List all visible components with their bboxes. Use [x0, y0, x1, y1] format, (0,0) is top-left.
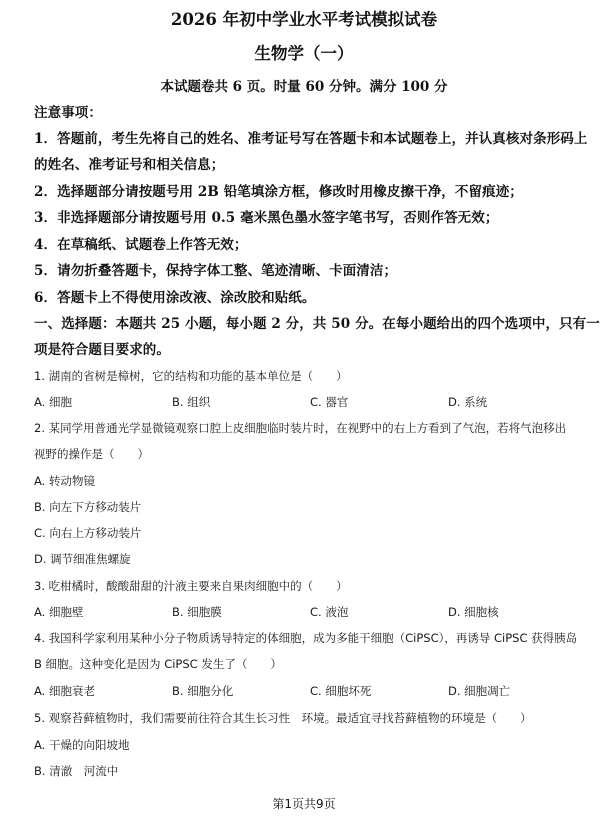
question-2-stem-cont: 视野的操作是（ ） [34, 447, 149, 461]
q2-option-a: A. 转动物镜 [34, 474, 95, 488]
question-1-stem: 1. 湖南的省树是樟树，它的结构和功能的基本单位是（ ） [34, 369, 348, 383]
q1-option-a: A. 细胞 [34, 395, 72, 409]
question-3-stem: 3. 吃柑橘时，酸酸甜甜的汁液主要来自果肉细胞中的（ ） [34, 579, 348, 593]
subject-title: 生物学（一） [254, 44, 354, 63]
q5-option-a: A. 干燥的向阳坡地 [34, 738, 130, 752]
question-5-stem: 5. 观察苔藓植物时，我们需要前往符合其生长习性 环境。最适宜寻找苔藓植物的环境是（ ） [34, 711, 532, 725]
q4-option-b: B. 细胞分化 [172, 684, 234, 698]
q2-option-c: C. 向右上方移动装片 [34, 526, 142, 540]
q4-option-a: A. 细胞衰老 [34, 684, 95, 698]
q5-option-b: B. 清澈 河流中 [34, 764, 119, 778]
note-item: 2．选择题部分请按题号用 2B 铅笔填涂方框，修改时用橡皮擦干净，不留痕迹； [34, 184, 523, 200]
note-item: 3．非选择题部分请按题号用 0.5 毫米黑色墨水签字笔书写，否则作答无效； [34, 210, 499, 226]
page-number: 第1页共9页 [272, 797, 336, 811]
q1-option-d: D. 系统 [448, 395, 488, 409]
q1-option-b: B. 组织 [172, 395, 211, 409]
q3-option-d: D. 细胞核 [448, 605, 499, 619]
note-item: 6．答题卡上不得使用涂改液、涂改胶和贴纸。 [34, 290, 316, 306]
note-item: 的姓名、准考证号和相关信息； [34, 157, 225, 173]
q1-option-c: C. 器官 [310, 395, 349, 409]
note-item: 1．答题前，考生先将自己的姓名、准考证号写在答题卡和本试题卷上，并认真核对条形码上 [34, 131, 588, 147]
question-2-stem: 2. 某同学用普通光学显微镜观察口腔上皮细胞临时装片时，在视野中的右上方看到了气泡，若将气泡移出 [34, 421, 567, 435]
q4-option-c: C. 细胞坏死 [310, 684, 372, 698]
q2-option-d: D. 调节细准焦螺旋 [34, 552, 131, 566]
q2-option-b: B. 向左下方移动装片 [34, 500, 142, 514]
note-item: 5．请勿折叠答题卡，保持字体工整、笔迹清晰、卡面清洁； [34, 263, 398, 279]
q3-option-c: C. 液泡 [310, 605, 349, 619]
exam-title: 2026 年初中学业水平考试模拟试卷 [170, 10, 438, 29]
q3-option-a: A. 细胞壁 [34, 605, 84, 619]
question-4-stem-cont: B 细胞。这种变化是因为 CiPSC 发生了（ ） [34, 657, 282, 671]
notes-heading: 注意事项： [34, 105, 102, 121]
note-item: 4．在草稿纸、试题卷上作答无效； [34, 237, 248, 253]
question-4-stem: 4. 我国科学家利用某种小分子物质诱导特定的体细胞，成为多能干细胞（CiPSC），再诱导 CiPSC 获得胰岛 [34, 631, 578, 645]
q4-option-d: D. 细胞凋亡 [448, 684, 511, 698]
exam-info: 本试题卷共 6 页。时量 60 分钟。满分 100 分 [160, 79, 448, 95]
section-heading: 一、选择题：本题共 25 小题，每小题 2 分，共 50 分。在每小题给出的四个选项中，只有一 [34, 316, 600, 332]
q3-option-b: B. 细胞膜 [172, 605, 222, 619]
section-heading-cont: 项是符合题目要求的。 [34, 342, 170, 358]
